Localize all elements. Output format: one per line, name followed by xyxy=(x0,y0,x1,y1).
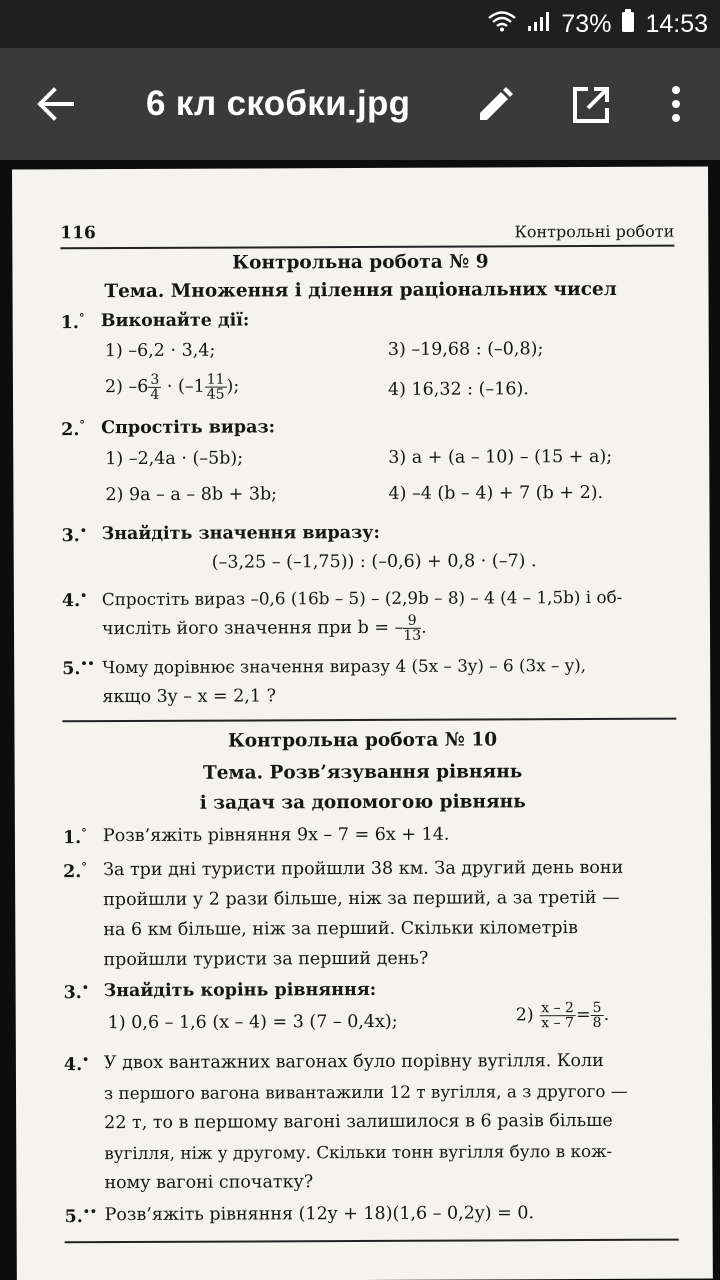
task-item: 3) a + (a – 10) – (15 + a); xyxy=(388,446,613,468)
task-item: 4) –4 (b – 4) + 7 (b + 2). xyxy=(388,482,604,504)
task-number: 1.° xyxy=(62,826,87,849)
task-text: Знайдіть корінь рівняння: xyxy=(103,979,377,1002)
task-item: 2) 9a – a – 8b + 3b; xyxy=(105,484,278,506)
work9-topic: Тема. Множення і ділення раціональних чисел xyxy=(104,278,617,303)
section-title: Контрольні роботи xyxy=(514,221,675,242)
wifi-icon xyxy=(487,10,517,39)
task-text: на 6 км більше, ніж за перший. Скільки кілометрів xyxy=(103,918,579,941)
task-text: Розв’яжіть рівняння 9x – 7 = 6x + 14. xyxy=(102,824,450,847)
task-text: з першого вагона вивантажили 12 т вугілля, а з другого — xyxy=(103,1080,628,1104)
battery-icon xyxy=(621,9,635,40)
task-text: За три дні туристи пройшли 38 км. За другий день вони xyxy=(103,857,624,881)
work10-title: Контрольна робота № 10 xyxy=(227,729,498,752)
task-item: 2) $\frac{x - 2}{x - 7}$ = $\frac{5}{8}$ . xyxy=(515,999,610,1032)
battery-percent: 73% xyxy=(561,9,612,38)
task-text: ному вагоні спочатку? xyxy=(104,1172,314,1194)
task-text: вугілля, ніж у другому. Скільки тонн вугілля було в кож- xyxy=(104,1140,613,1164)
task-text: пройшли туристи за перший день? xyxy=(103,948,429,971)
task-text: Розв’яжіть рівняння (12y + 18)(1,6 – 0,2y) = 0. xyxy=(104,1203,535,1226)
task-expression: (–3,25 – (–1,75)) : (–0,6) + 0,8 · (–7) . xyxy=(211,551,537,573)
status-bar xyxy=(0,0,720,48)
task-number: 3.• xyxy=(63,981,89,1004)
task-number: 2.° xyxy=(63,860,87,883)
task-number: 4.• xyxy=(61,589,88,612)
work10-topic: Тема. Розв’язування рівнянь xyxy=(202,761,523,784)
task-text: якщо 3y – x = 2,1 ? xyxy=(102,686,277,708)
task-number: 1.° xyxy=(60,311,85,334)
task-text: числіть його значення при b = – $\frac{9}{13}$ . xyxy=(101,612,427,644)
task-item: 3) –19,68 : (–0,8); xyxy=(387,339,544,360)
signal-icon xyxy=(527,10,551,39)
task-text: 22 т, то в першому вагоні залишилося в 6 разів більше xyxy=(104,1110,613,1134)
task-number: 2.° xyxy=(61,418,85,441)
file-title: 6 кл скобки.jpg xyxy=(146,84,411,123)
edit-pencil-icon[interactable] xyxy=(474,84,516,126)
work10-topic: і задач за допомогою рівнянь xyxy=(199,791,526,814)
task-number: 3.• xyxy=(61,524,87,547)
task-item: 1) –6,2 · 3,4; xyxy=(104,340,216,362)
clock: 14:53 xyxy=(645,9,708,38)
task-item: 2) –6 $\frac{3}{4}$ · (–1 $\frac{11}{45}$ ); xyxy=(104,371,240,403)
image-viewer[interactable] xyxy=(0,160,720,1280)
task-text: Знайдіть значення виразу: xyxy=(101,522,380,545)
task-number: 5.•• xyxy=(64,1205,97,1228)
back-arrow-icon[interactable] xyxy=(34,82,78,126)
app-toolbar xyxy=(0,48,720,160)
work9-title: Контрольна робота № 9 xyxy=(232,251,489,274)
open-external-icon[interactable] xyxy=(570,84,612,126)
more-vert-icon[interactable] xyxy=(656,82,696,126)
divider xyxy=(62,718,676,723)
divider xyxy=(65,1239,679,1244)
task-text: Спростіть вираз: xyxy=(101,417,276,439)
task-item: 1) 0,6 – 1,6 (x – 4) = 3 (7 – 0,4x); xyxy=(107,1011,398,1034)
task-text: Виконайте дії: xyxy=(100,310,250,332)
task-item: 1) –2,4a · (–5b); xyxy=(105,448,244,470)
page-header xyxy=(60,217,674,250)
task-number: 5.•• xyxy=(62,657,95,680)
page-number: 116 xyxy=(60,223,96,244)
task-item: 4) 16,32 : (–16). xyxy=(387,379,529,400)
task-number: 4.• xyxy=(63,1053,90,1076)
task-text: У двох вантажних вагонах було порівну вугілля. Коли xyxy=(103,1050,604,1074)
task-text: Спростіть вираз –0,6 (16b – 5) – (2,9b – 8) – 4 (4 – 1,5b) і об- xyxy=(101,586,623,610)
task-text: Чому дорівнює значення виразу 4 (5x – 3y) – 6 (3x – y), xyxy=(102,655,587,678)
textbook-page xyxy=(12,166,713,1280)
task-text: пройшли у 2 рази більше, ніж за перший, а за третій — xyxy=(103,887,620,911)
